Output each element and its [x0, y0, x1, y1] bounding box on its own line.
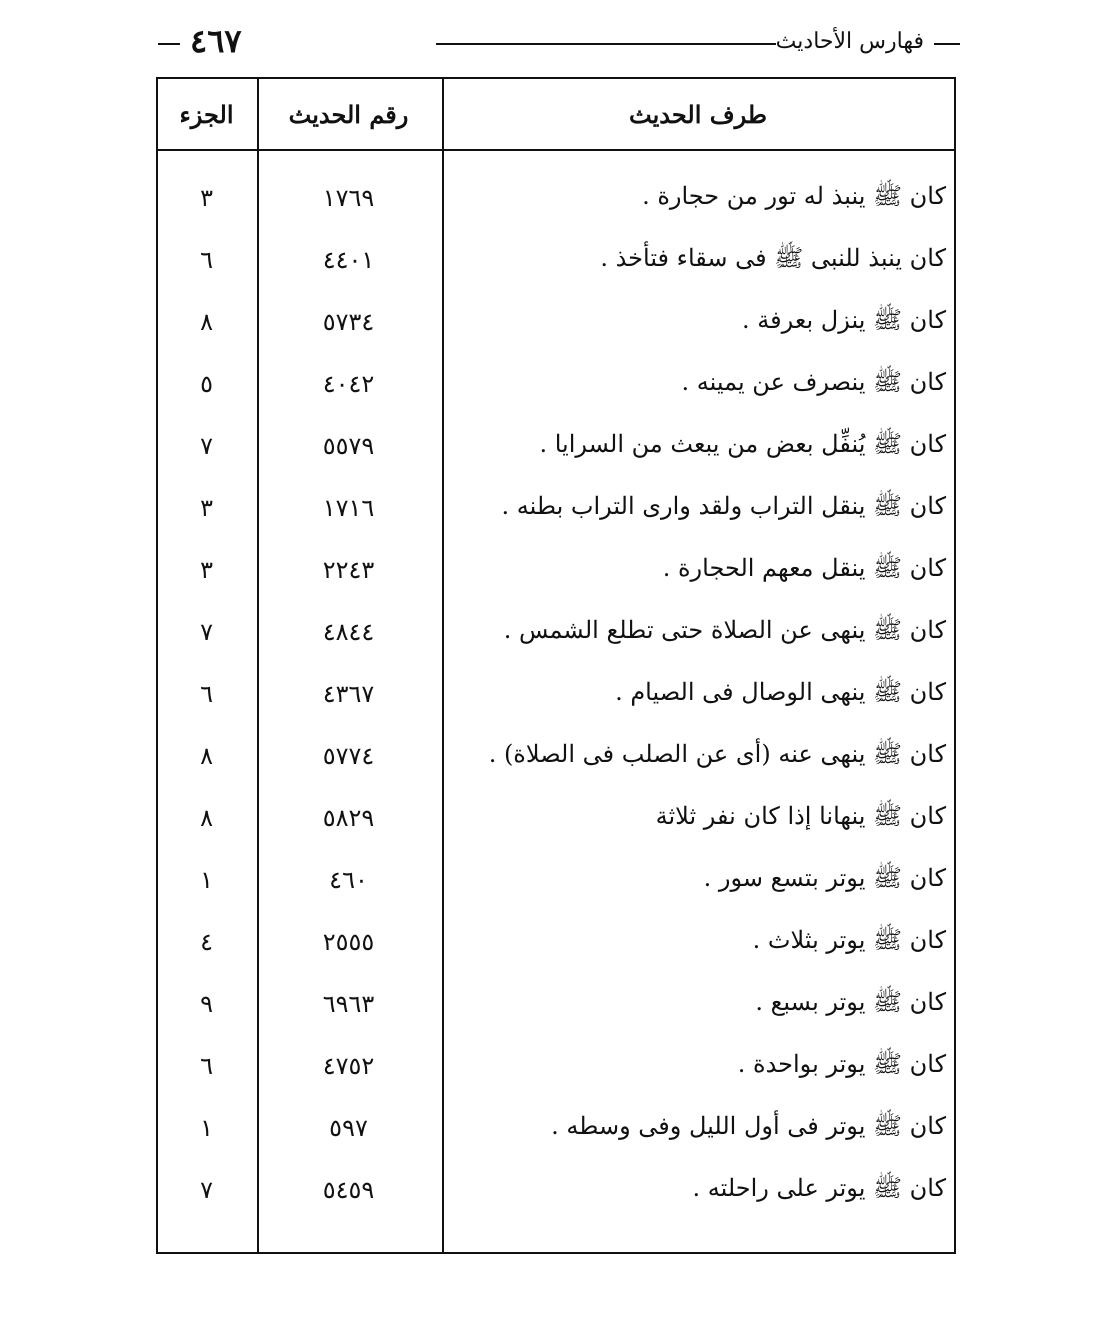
table-row [158, 1103, 954, 1165]
hadith-number-cell: ٢٢٤٣ [322, 556, 375, 584]
hadith-text-cell: كان ﷺ يوتر فى أول الليل وفى وسطه . [551, 1111, 946, 1140]
hadith-text-cell: كان ﷺ يوتر بتسع سور . [703, 863, 946, 892]
hadith-text-cell: كان ﷺ ينصرف عن يمينه . [681, 367, 946, 396]
hadith-number-cell: ٤٦٠ [329, 866, 368, 894]
table-row [158, 979, 954, 1041]
table-row [158, 297, 954, 359]
volume-cell: ٧ [200, 1176, 213, 1204]
volume-cell: ٨ [200, 308, 213, 336]
hadith-text-cell: كان ﷺ ينقل معهم الحجارة . [662, 553, 946, 582]
table-row [158, 359, 954, 421]
hadith-number-cell: ٥٥٧٩ [322, 432, 375, 460]
hadith-number-cell: ٤٠٤٢ [322, 370, 375, 398]
hadith-text-cell: كان ﷺ ينهانا إذا كان نفر ثلاثة [655, 801, 946, 830]
running-header [158, 22, 960, 62]
volume-cell: ٨ [200, 742, 213, 770]
table-body [158, 173, 954, 1227]
hadith-number-cell: ١٧١٦ [322, 494, 375, 522]
hadith-text-cell: كان ﷺ ينزل بعرفة . [742, 305, 946, 334]
column-header-number: رقم الحديث [288, 99, 409, 129]
volume-cell: ١ [200, 1114, 213, 1142]
hadith-text-cell: كان ﷺ ينهى عن الصلاة حتى تطلع الشمس . [503, 615, 946, 644]
hadith-text-cell: كان ﷺ ينهى عنه (أى عن الصلب فى الصلاة) . [488, 739, 946, 768]
volume-cell: ٣ [200, 494, 213, 522]
volume-cell: ٨ [200, 804, 213, 832]
hadith-number-cell: ٥٩٧ [329, 1114, 368, 1142]
hadith-text-cell: كان ﷺ يوتر بثلاث . [752, 925, 946, 954]
hadith-number-cell: ٥٧٣٤ [322, 308, 375, 336]
volume-cell: ٦ [200, 246, 213, 274]
column-header-part: الجزء [179, 99, 234, 129]
hadith-number-cell: ٤٣٦٧ [322, 680, 375, 708]
hadith-number-cell: ٤٧٥٢ [322, 1052, 375, 1080]
column-header-hadith: طرف الحديث [629, 99, 767, 129]
table-row [158, 173, 954, 235]
table-row [158, 731, 954, 793]
table-row [158, 1041, 954, 1103]
volume-cell: ٧ [200, 618, 213, 646]
hadith-number-cell: ٥٤٥٩ [322, 1176, 375, 1204]
table-row [158, 607, 954, 669]
header-rule-right [934, 43, 960, 45]
table-row [158, 669, 954, 731]
table-row [158, 235, 954, 297]
hadith-number-cell: ٥٧٧٤ [322, 742, 375, 770]
volume-cell: ٤ [200, 928, 213, 956]
hadith-index-table [156, 77, 956, 1254]
table-row [158, 793, 954, 855]
table-header-divider [158, 149, 954, 151]
hadith-number-cell: ٦٩٦٣ [322, 990, 375, 1018]
hadith-text-cell: كان ﷺ يوتر بسبع . [755, 987, 946, 1016]
page-number: ٤٦٧ [190, 22, 242, 60]
volume-cell: ٩ [200, 990, 213, 1018]
section-title: فهارس الأحاديث [775, 29, 924, 54]
hadith-text-cell: كان ﷺ يوتر على راحلته . [692, 1173, 946, 1202]
hadith-text-cell: كان ينبذ للنبى ﷺ فى سقاء فتأخذ . [600, 243, 946, 272]
volume-cell: ٦ [200, 1052, 213, 1080]
hadith-text-cell: كان ﷺ ينبذ له تور من حجارة . [642, 181, 946, 210]
table-row [158, 917, 954, 979]
volume-cell: ٥ [200, 370, 213, 398]
hadith-text-cell: كان ﷺ يُنفِّل بعض من يبعث من السرايا . [539, 429, 946, 458]
volume-cell: ٣ [200, 184, 213, 212]
hadith-text-cell: كان ﷺ ينهى الوصال فى الصيام . [615, 677, 946, 706]
hadith-text-cell: كان ﷺ ينقل التراب ولقد وارى التراب بطنه . [501, 491, 946, 520]
hadith-text-cell: كان ﷺ يوتر بواحدة . [737, 1049, 946, 1078]
table-row [158, 483, 954, 545]
table-row [158, 545, 954, 607]
volume-cell: ١ [200, 866, 213, 894]
hadith-number-cell: ٢٥٥٥ [322, 928, 375, 956]
hadith-number-cell: ٥٨٢٩ [322, 804, 375, 832]
volume-cell: ٧ [200, 432, 213, 460]
table-row [158, 855, 954, 917]
header-rule-middle [436, 43, 776, 45]
hadith-number-cell: ٤٨٤٤ [322, 618, 375, 646]
hadith-number-cell: ٤٤٠١ [322, 246, 375, 274]
table-row [158, 421, 954, 483]
header-rule-left [158, 43, 180, 45]
hadith-number-cell: ١٧٦٩ [322, 184, 375, 212]
volume-cell: ٦ [200, 680, 213, 708]
volume-cell: ٣ [200, 556, 213, 584]
table-row [158, 1165, 954, 1227]
